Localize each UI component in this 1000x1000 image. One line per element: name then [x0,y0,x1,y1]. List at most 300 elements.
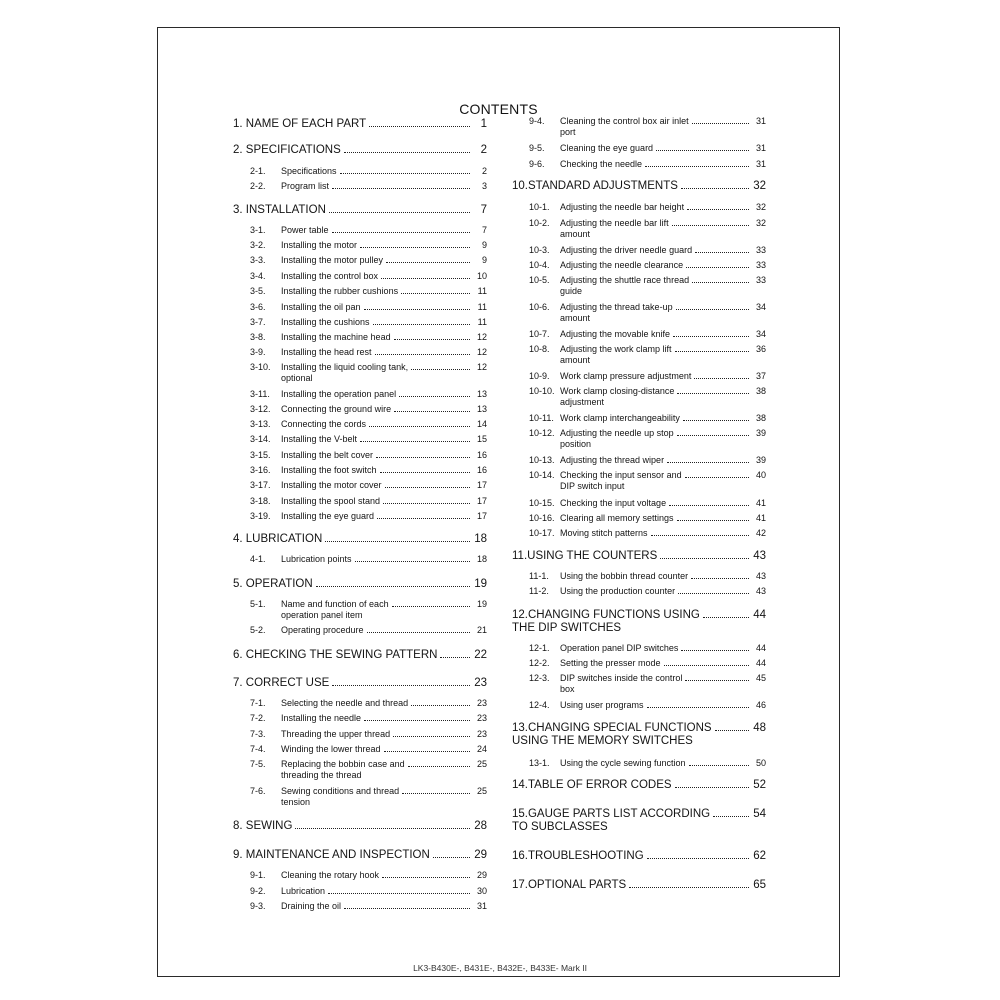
toc-leader-dots [677,520,749,521]
toc-entry-title: Cleaning the rotary hook [281,870,380,880]
toc-page-number: 15 [476,434,487,444]
toc-leader-dots [369,126,470,127]
toc-leader [341,901,487,911]
toc-subsection-entry [512,275,766,297]
toc-page-number: 23 [476,713,487,723]
toc-leader-dots [675,351,749,352]
toc-page-number: 9 [481,255,487,265]
toc-subsection-entry [512,371,766,381]
toc-entry-number: 5-1. [250,599,266,609]
toc-entry-title: Cleaning the eye guard [560,143,654,153]
toc-entry-number: 10-14. [529,470,555,480]
toc-leader [408,362,487,372]
toc-subsection-entry [512,245,766,255]
toc-leader-dots [386,262,470,263]
toc-leader-dots [380,472,470,473]
toc-leader-dots [316,586,470,587]
toc-leader [391,332,487,342]
toc-entry-title: Installing the cushions [281,317,370,327]
toc-leader [377,465,487,475]
toc-entry-title: Operating procedure [281,625,364,635]
toc-entry-title: Installing the control box [281,271,379,281]
toc-page-number: 44 [755,658,766,668]
toc-page-number: 43 [755,586,766,596]
toc-entry-title: Adjusting the needle bar lift amount [560,218,669,239]
toc-page-number: 44 [753,609,766,621]
toc-entry-number: 11-2. [529,586,549,596]
toc-entry-title: 12.CHANGING FUNCTIONS USING THE DIP SWITCHES [512,609,700,634]
toc-leader-dots [647,858,749,859]
toc-subsection-entry [233,759,487,781]
toc-leader-dots [669,505,749,506]
toc-entry-number: 3-15. [250,450,271,460]
toc-entry-title: Adjusting the needle clearance [560,260,684,270]
toc-entry-number: 7-5. [250,759,266,769]
toc-leader [672,344,766,354]
toc-leader-dots [673,336,749,337]
toc-page-number: 24 [476,744,487,754]
toc-entry-title: Connecting the cords [281,419,367,429]
toc-entry-number: 9-2. [250,886,266,896]
toc-entry-title: Lubrication points [281,554,352,564]
toc-entry-title: Adjusting the needle bar height [560,202,685,212]
toc-page-number: 2 [480,144,487,156]
toc-page-number: 25 [476,759,487,769]
toc-entry-title: 8. SEWING [233,820,293,832]
toc-subsection-entry [233,302,487,312]
toc-entry-number: 3-9. [250,347,266,357]
toc-entry-number: 7-1. [250,698,266,708]
toc-leader-dots [681,650,749,651]
toc-leader [710,808,766,820]
toc-entry-title: Using the production counter [560,586,676,596]
toc-leader-dots [332,232,470,233]
toc-leader [405,759,487,769]
toc-subsection-entry [233,419,487,429]
toc-page-number: 7 [481,225,487,235]
toc-leader [380,496,487,506]
toc-page-number: 39 [755,428,766,438]
toc-entry-number: 3-11. [250,389,270,399]
toc-leader [661,658,766,668]
toc-entry-number: 3-19. [250,511,271,521]
toc-leader [326,204,487,216]
toc-leader-dots [677,393,749,394]
toc-page-number: 31 [755,143,766,153]
toc-entry-title: Adjusting the shuttle race thread guide [560,275,690,296]
toc-subsection-entry [512,344,766,366]
toc-leader [684,202,766,212]
toc-page-number: 50 [755,758,766,768]
toc-subsection-entry [233,286,487,296]
toc-leader-dots [686,267,749,268]
toc-subsection-entry [233,166,487,176]
toc-leader-dots [399,396,470,397]
toc-entry-number: 12-2. [529,658,550,668]
toc-entry-title: 10.STANDARD ADJUSTMENTS [512,180,678,192]
toc-page-number: 23 [476,729,487,739]
toc-section-entry [512,609,766,635]
toc-entry-title: Installing the oil pan [281,302,361,312]
toc-page-number: 9 [481,240,487,250]
toc-leader [361,713,487,723]
toc-subsection-entry [233,434,487,444]
toc-leader [370,317,487,327]
toc-leader [675,586,766,596]
toc-subsection-entry [512,673,766,695]
toc-leader [366,419,487,429]
toc-subsection-entry [233,465,487,475]
toc-leader [626,879,766,891]
toc-page-number: 38 [755,413,766,423]
toc-entry-title: Installing the operation panel [281,389,397,399]
toc-section-entry [233,849,487,861]
toc-leader-dots [675,787,749,788]
toc-page-number: 34 [755,302,766,312]
toc-leader-dots [392,606,470,607]
toc-leader [437,649,487,661]
toc-leader [381,744,487,754]
toc-leader-dots [694,378,749,379]
toc-subsection-entry [233,181,487,191]
toc-entry-title: 11.USING THE COUNTERS [512,550,658,562]
toc-page-number: 32 [753,180,766,192]
toc-leader-dots [703,617,749,618]
toc-subsection-entry [233,347,487,357]
toc-entry-number: 3-12. [250,404,271,414]
toc-leader-dots [672,225,749,226]
toc-leader [712,722,766,734]
toc-entry-number: 3-8. [250,332,266,342]
toc-leader [430,849,487,861]
toc-leader [666,498,766,508]
toc-leader-dots [364,720,470,721]
toc-leader [680,413,766,423]
toc-subsection-entry [233,625,487,635]
toc-page-number: 3 [481,181,487,191]
toc-entry-number: 7-2. [250,713,266,723]
toc-section-entry [512,879,766,891]
toc-entry-title: Installing the foot switch [281,465,377,475]
toc-entry-number: 9-5. [529,143,545,153]
toc-entry-title: 13.CHANGING SPECIAL FUNCTIONS USING THE MEMORY SWITCHES [512,722,712,747]
toc-leader-dots [344,152,470,153]
toc-page-number: 19 [476,599,487,609]
toc-entry-number: 10-1. [529,202,550,212]
toc-entry-title: Adjusting the driver needle guard [560,245,693,255]
toc-leader-dots [355,561,470,562]
toc-leader [700,609,766,621]
toc-entry-title: Checking the needle [560,159,643,169]
toc-page-number: 16 [476,450,487,460]
toc-entry-number: 9-3. [250,901,266,911]
toc-leader [648,528,766,538]
toc-section-entry [512,808,766,834]
toc-section-entry [233,118,487,130]
toc-entry-title: Installing the belt cover [281,450,374,460]
toc-entry-title: Installing the spool stand [281,496,381,506]
toc-entry-number: 9-1. [250,870,266,880]
toc-subsection-entry [512,571,766,581]
toc-entry-title: Installing the liquid cooling tank, optional [281,362,409,383]
toc-leader [657,550,766,562]
toc-entry-title: Adjusting the thread wiper [560,455,665,465]
toc-subsection-entry [233,599,487,621]
toc-leader-dots [384,751,470,752]
toc-entry-title: 5. OPERATION [233,578,313,590]
toc-leader-dots [651,535,749,536]
toc-leader [373,450,487,460]
toc-page-number: 44 [755,643,766,653]
toc-leader-dots [681,188,749,189]
toc-subsection-entry [233,389,487,399]
toc-subsection-entry [512,643,766,653]
toc-leader-dots [440,657,470,658]
toc-leader-dots [660,558,749,559]
toc-page-number: 33 [755,260,766,270]
toc-entry-title: Installing the needle [281,713,362,723]
toc-entry-number: 3-14. [250,434,271,444]
toc-leader-dots [344,908,470,909]
toc-page-number: 17 [476,480,487,490]
toc-page-number: 33 [755,245,766,255]
toc-subsection-entry [512,329,766,339]
toc-leader-dots [645,166,749,167]
toc-entry-title: Operation panel DIP switches [560,643,679,653]
toc-subsection-entry [512,658,766,668]
toc-leader-dots [411,369,470,370]
toc-page-number: 19 [474,578,487,590]
toc-page-number: 33 [755,275,766,285]
toc-page-number: 40 [755,470,766,480]
toc-subsection-entry [233,404,487,414]
toc-entry-title: Setting the presser mode [560,658,661,668]
toc-entry-title: 4. LUBRICATION [233,533,323,545]
toc-entry-title: Replacing the bobbin case and threading the thread [281,759,405,780]
toc-leader [313,578,487,590]
toc-section-entry [233,578,487,590]
toc-entry-number: 11-1. [529,571,549,581]
toc-section-entry [512,779,766,791]
toc-leader-dots [667,462,749,463]
toc-subsection-entry [512,586,766,596]
toc-leader [644,850,766,862]
toc-leader [357,240,487,250]
toc-leader-dots [295,828,470,829]
toc-leader-dots [382,877,470,878]
toc-subsection-entry [233,786,487,808]
toc-entry-title: Work clamp interchangeability [560,413,680,423]
toc-leader [396,389,487,399]
toc-leader-dots [402,793,470,794]
toc-page-number: 23 [474,677,487,689]
toc-leader-dots [689,765,749,766]
toc-leader-dots [360,441,470,442]
toc-subsection-entry [512,498,766,508]
toc-page-number: 11 [477,317,487,327]
toc-entry-title: Installing the motor pulley [281,255,384,265]
toc-entry-title: 6. CHECKING THE SEWING PATTERN [233,649,438,661]
toc-entry-title: Connecting the ground wire [281,404,392,414]
toc-entry-title: 3. INSTALLATION [233,204,326,216]
toc-leader [398,286,487,296]
toc-leader-dots [685,680,749,681]
toc-leader-dots [676,309,749,310]
toc-subsection-entry [512,202,766,212]
toc-subsection-entry [512,386,766,408]
toc-subsection-entry [233,698,487,708]
toc-leader [642,159,766,169]
toc-leader-dots [692,282,749,283]
toc-page-number: 16 [476,465,487,475]
toc-entry-number: 3-18. [250,496,271,506]
toc-leader [372,347,487,357]
toc-entry-number: 7-4. [250,744,266,754]
toc-leader-dots [332,685,470,686]
toc-leader-dots [383,503,470,504]
toc-entry-number: 12-4. [529,700,550,710]
toc-entry-title: 17.OPTIONAL PARTS [512,879,627,891]
toc-entry-number: 10-3. [529,245,550,255]
toc-entry-number: 3-1. [250,225,266,235]
toc-page-number: 43 [753,550,766,562]
toc-leader [688,571,766,581]
toc-subsection-entry [233,225,487,235]
toc-leader [322,533,487,545]
toc-entry-title: Adjusting the work clamp lift amount [560,344,672,365]
toc-entry-number: 4-1. [250,554,266,564]
toc-page-number: 28 [474,820,487,832]
toc-page-number: 62 [753,850,766,862]
toc-leader [691,371,766,381]
toc-entry-number: 10-7. [529,329,550,339]
toc-entry-title: Installing the machine head [281,332,391,342]
toc-leader-dots [691,578,749,579]
toc-leader-dots [373,324,470,325]
toc-leader [670,329,766,339]
toc-entry-number: 10-12. [529,428,555,438]
toc-page-number: 38 [755,386,766,396]
toc-section-entry [512,180,766,192]
toc-entry-title: Threading the upper thread [281,729,391,739]
toc-page-number: 2 [481,166,487,176]
toc-entry-number: 10-16. [529,513,555,523]
toc-subsection-entry [233,240,487,250]
toc-page-number: 18 [474,533,487,545]
toc-entry-title: Checking the input sensor and DIP switch input [560,470,682,491]
toc-subsection-entry [512,413,766,423]
toc-entry-number: 3-3. [250,255,266,265]
toc-leader-dots [692,123,749,124]
toc-entry-number: 3-17. [250,480,271,490]
toc-entry-number: 2-2. [250,181,266,191]
toc-leader [399,786,487,796]
toc-page-number: 17 [476,511,487,521]
toc-leader [357,434,487,444]
toc-page-number: 41 [755,513,766,523]
toc-leader-dots [683,420,749,421]
toc-leader [683,260,766,270]
toc-entry-number: 10-13. [529,455,555,465]
toc-entry-title: DIP switches inside the control box [560,673,683,694]
toc-entry-number: 10-2. [529,218,550,228]
toc-entry-title: Installing the V-belt [281,434,358,444]
toc-subsection-entry [233,744,487,754]
toc-leader [674,513,766,523]
toc-section-entry [233,144,487,156]
toc-leader [341,144,487,156]
toc-entry-number: 12-1. [529,643,550,653]
toc-subsection-entry [233,496,487,506]
toc-subsection-entry [233,271,487,281]
toc-leader [325,886,487,896]
toc-entry-title: Lubrication [281,886,326,896]
toc-entry-number: 12-3. [529,673,550,683]
toc-entry-title: Using the bobbin thread counter [560,571,689,581]
toc-entry-title: Adjusting the thread take-up amount [560,302,673,323]
toc-page-number: 54 [753,808,766,820]
toc-entry-title: Draining the oil [281,901,342,911]
toc-leader [689,275,766,285]
toc-page-number: 37 [755,371,766,381]
toc-entry-number: 3-10. [250,362,271,372]
toc-subsection-entry [512,218,766,240]
toc-leader-dots [401,293,470,294]
toc-entry-title: 16.TROUBLESHOOTING [512,850,644,862]
toc-section-entry [512,550,766,562]
toc-section-entry [233,204,487,216]
toc-subsection-entry [233,511,487,521]
toc-entry-title: Adjusting the movable knife [560,329,671,339]
toc-page-number: 45 [755,673,766,683]
toc-entry-title: Installing the eye guard [281,511,375,521]
toc-page-number: 32 [755,202,766,212]
toc-page-number: 34 [755,329,766,339]
toc-leader [374,511,487,521]
toc-leader-dots [394,411,470,412]
toc-leader-dots [375,354,470,355]
toc-entry-number: 10-11. [529,413,554,423]
toc-leader-dots [394,339,470,340]
toc-leader-dots [340,173,470,174]
toc-subsection-entry [233,255,487,265]
toc-page-number: 31 [476,901,487,911]
toc-leader [692,245,766,255]
toc-leader-dots [369,426,470,427]
toc-leader [366,118,487,130]
toc-page-number: 17 [476,496,487,506]
toc-leader-dots [687,209,749,210]
toc-leader-dots [695,252,749,253]
toc-leader [669,218,766,228]
toc-subsection-entry [233,450,487,460]
toc-entry-title: Selecting the needle and thread [281,698,409,708]
toc-subsection-entry [233,729,487,739]
toc-entry-number: 7-3. [250,729,266,739]
toc-entry-number: 10-6. [529,302,550,312]
toc-entry-number: 3-5. [250,286,266,296]
toc-leader [337,166,487,176]
toc-page-number: 52 [753,779,766,791]
toc-page-number: 21 [476,625,487,635]
toc-leader [361,302,487,312]
toc-section-entry [233,649,487,661]
toc-entry-number: 2-1. [250,166,266,176]
toc-entry-title: Cleaning the control box air inlet port [560,116,689,137]
toc-page-number: 13 [476,389,487,399]
toc-page-number: 36 [755,344,766,354]
toc-subsection-entry [512,143,766,153]
